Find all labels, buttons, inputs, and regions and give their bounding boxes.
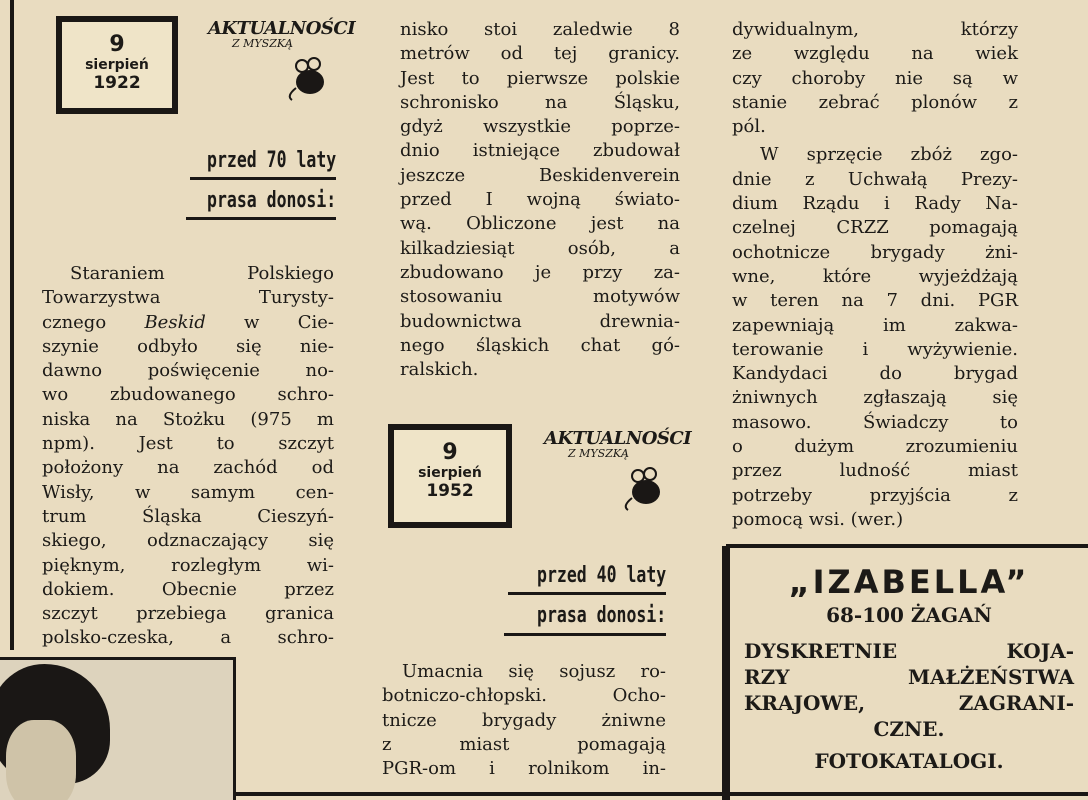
text-line: cznego Beskid w Cie- [42, 311, 334, 333]
text-line: skiego, odznaczający się [42, 530, 334, 552]
text-line: PGR-om i rolnikom in- [382, 758, 666, 780]
text-line: pięknym, rozległym wi- [42, 554, 334, 576]
text-line: ralskich. [400, 359, 479, 381]
ad-line: RZY MAŁŻEŃSTWA [744, 665, 1074, 689]
ad-line: CZNE. [873, 717, 945, 741]
text-line: npm). Jest to szczyt [42, 433, 334, 455]
heading-przed-70-laty: przed 70 laty [206, 148, 336, 173]
left-column-rule [10, 0, 14, 650]
text-line: pomocą wsi. (wer.) [732, 508, 904, 530]
text-line: metrów od tej granicy. [400, 43, 680, 65]
aktualnosci-logo [540, 428, 692, 514]
text-line: pól. [732, 116, 766, 138]
text-line: terowanie i wyżywienie. [732, 338, 1018, 360]
ad-body [730, 638, 1088, 742]
text-line: ze względu na wiek [732, 43, 1018, 65]
text-line: nego śląskich chat gó- [400, 334, 680, 356]
ad-line: DYSKRETNIE KOJA- [744, 639, 1074, 663]
heading-underline [504, 633, 666, 636]
article-1922-col2 [400, 18, 680, 382]
text-line: szczyt przebiega granica [42, 603, 334, 625]
text-line: z miast pomagają [382, 733, 666, 755]
text-line: wo zbudowanego schro- [42, 384, 334, 406]
date-day: 9 [442, 440, 458, 465]
logo-title: AKTUALNOŚCI [208, 18, 356, 39]
text-line: Staraniem Polskiego [70, 263, 334, 284]
text-line: czelnej CRZZ pomagają [732, 217, 1018, 239]
text-line: Jest to pierwsze polskie [400, 67, 680, 89]
article-1952-col4 [732, 18, 1018, 532]
text-line: Towarzystwa Turysty- [42, 287, 334, 309]
text-line: potrzeby przyjścia z [732, 484, 1018, 506]
text-line: ochotnicze brygady żni- [732, 241, 1018, 263]
text-line: żniwnych zgłaszają się [732, 387, 1018, 409]
mouse-icon [618, 462, 668, 512]
logo-subtitle: Z MYSZKĄ [232, 37, 294, 50]
text-line: w teren na 7 dni. PGR [732, 290, 1018, 312]
text-line: Wisły, w samym cen- [42, 481, 334, 503]
date-year: 1952 [426, 481, 474, 501]
text-line: przez ludność miast [732, 460, 1018, 482]
text-line: wą. Obliczone jest na [400, 213, 680, 235]
text-line: kilkadziesiąt osób, a [400, 237, 680, 259]
logo-subtitle: Z MYSZKĄ [568, 447, 630, 460]
mouse-icon [282, 52, 332, 102]
heading-underline [186, 217, 336, 220]
heading-prasa-donosi: prasa donosi: [536, 603, 666, 628]
text-line: jeszcze Beskidenverein [400, 164, 680, 186]
text-line: budownictwa drewnia- [400, 310, 680, 332]
text-line: stosowaniu motywów [400, 286, 680, 308]
date-box-1922 [56, 16, 178, 114]
article-1952-col2 [382, 660, 666, 781]
logo-title: AKTUALNOŚCI [544, 428, 692, 449]
photo-fragment [0, 657, 236, 800]
text-line: polsko-czeska, a schro- [42, 627, 334, 649]
text-line: przed I wojną świato- [400, 189, 680, 211]
text-line: o dużym zrozumieniu [732, 436, 1018, 458]
text-line: nisko stoi zaledwie 8 [400, 19, 680, 40]
text-line: niska na Stożku (975 m [42, 408, 334, 430]
text-line: dnio istniejące zbudował [400, 140, 680, 162]
text-line: położony na zachód od [42, 457, 334, 479]
text-line: Umacnia się sojusz ro- [402, 661, 666, 682]
ad-title: „IZABELLA” [788, 563, 1030, 601]
text-line: tnicze brygady żniwne [382, 709, 666, 731]
text-line: dium Rządu i Rady Na- [732, 193, 1018, 215]
text-line: W sprzęcie zbóż zgo- [760, 144, 1018, 166]
text-line: botniczo-chłopski. Ocho- [382, 685, 666, 707]
text-line: wne, które wyjeżdżają [732, 265, 1018, 287]
text-line: dawno poświęcenie no- [42, 360, 334, 382]
date-day: 9 [109, 32, 125, 57]
article-1922-col1 [42, 262, 334, 651]
text-line: gdyż wszystkie poprze- [400, 116, 680, 138]
text-line: Kandydaci do brygad [732, 363, 1018, 385]
photo-face [6, 720, 76, 800]
text-line: schronisko na Śląsku, [400, 91, 680, 113]
text-line: czy choroby nie są w [732, 67, 1018, 89]
ad-footer: FOTOKATALOGI. [814, 749, 1004, 773]
text-line: masowo. Świadczy to [732, 411, 1018, 433]
ad-address: 68-100 ŻAGAŃ [826, 603, 992, 627]
bottom-rule [236, 792, 1088, 796]
text-line: dokiem. Obecnie przez [42, 578, 334, 600]
text-line: stanie zebrać plonów z [732, 91, 1018, 113]
aktualnosci-logo [204, 18, 356, 104]
date-box-1952 [388, 424, 512, 528]
izabella-advertisement [726, 544, 1088, 800]
heading-underline [508, 592, 666, 595]
text-line: dnie z Uchwałą Prezy- [732, 168, 1018, 190]
heading-przed-40-laty: przed 40 laty [536, 563, 666, 588]
text-line: zapewniają im zakwa- [732, 314, 1018, 336]
text-line: trum Śląska Cieszyń- [42, 505, 334, 527]
text-line: dywidualnym, którzy [732, 19, 1018, 40]
date-month: sierpień [85, 57, 149, 73]
date-year: 1922 [93, 73, 141, 93]
heading-underline [190, 177, 336, 180]
date-month: sierpień [418, 465, 482, 481]
ad-line: KRAJOWE, ZAGRANI- [744, 691, 1074, 715]
heading-prasa-donosi: prasa donosi: [206, 188, 336, 213]
text-line: szynie odbyło się nie- [42, 335, 334, 357]
text-line: zbudowano je przy za- [400, 261, 680, 283]
